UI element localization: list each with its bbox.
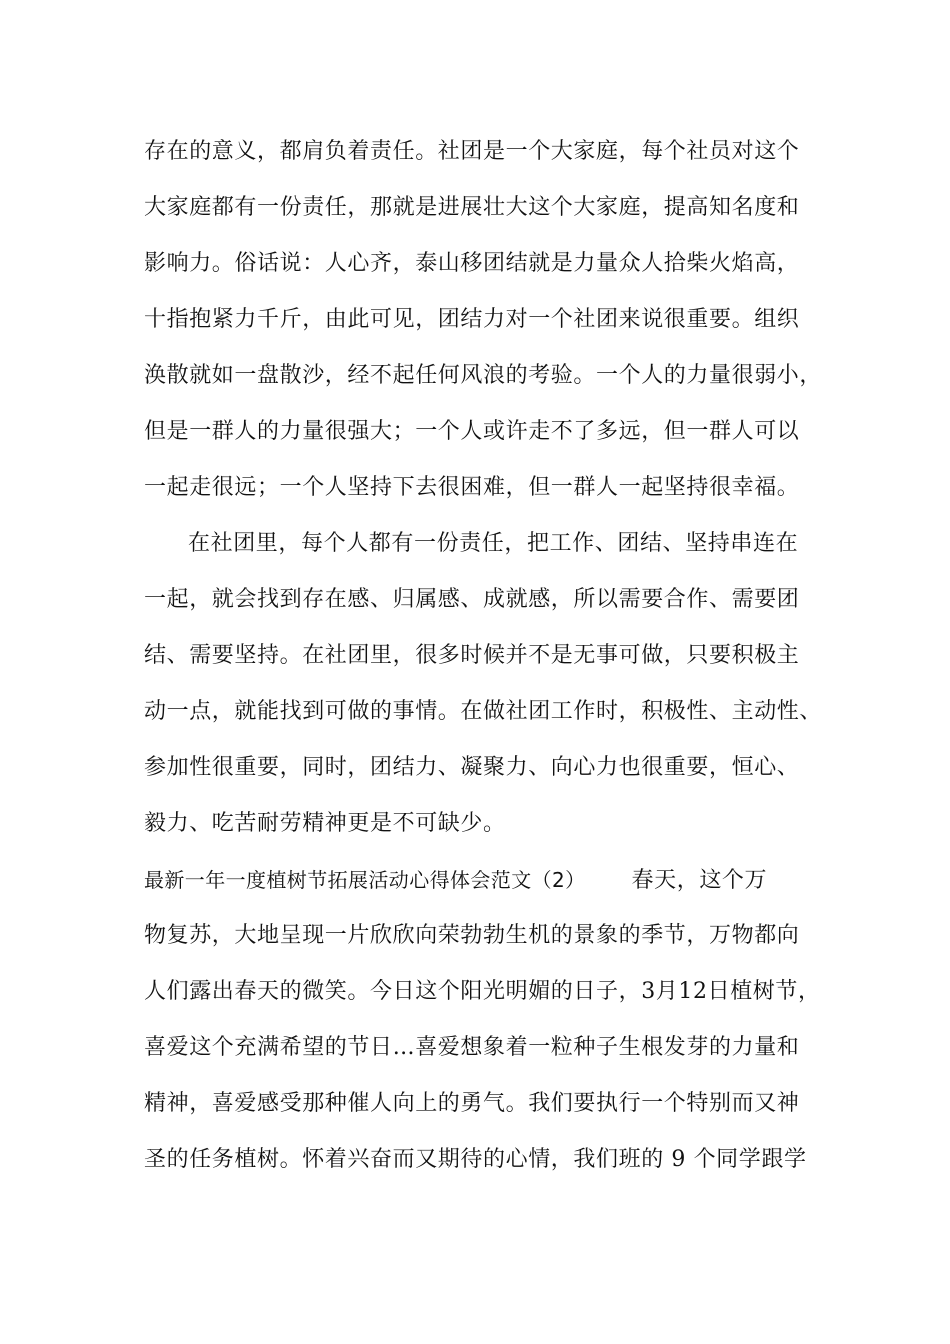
paragraph-line-1: 存在的意义，都肩负着责任。社团是一个大家庭，每个社员对这个 [144,139,800,164]
paragraph-line-18: 圣的任务植树。怀着兴奋而又期待的心情，我们班的 9 个同学跟学 [144,1147,807,1172]
paragraph-line-15: 人们露出春天的微笑。今日这个阳光明媚的日子，3月12日植树节， [144,979,821,1004]
section-heading: 最新一年一度植树节拓展活动心得体会范文（2） [144,868,586,892]
paragraph-line-5: 涣散就如一盘散沙，经不起任何风浪的考验。一个人的力量很弱小， [144,363,823,388]
paragraph-line-3: 影响力。俗话说：人心齐，泰山移团结就是力量众人拾柴火焰高， [144,251,800,276]
paragraph-line-14: 物复苏，大地呈现一片欣欣向荣勃勃生机的景象的季节，万物都向 [144,923,800,948]
paragraph-line-9: 一起，就会找到存在感、归属感、成就感，所以需要合作、需要团 [144,587,800,612]
paragraph-line-12: 参加性很重要，同时，团结力、凝聚力、向心力也很重要，恒心、 [144,755,800,780]
paragraph-line-8: 在社团里，每个人都有一份责任，把工作、团结、坚持串连在 [188,531,799,556]
paragraph-line-6: 但是一群人的力量很强大；一个人或许走不了多远，但一群人可以 [144,419,800,444]
paragraph-line-2: 大家庭都有一份责任，那就是进展壮大这个大家庭，提高知名度和 [144,195,800,220]
paragraph-line-10: 结、需要坚持。在社团里，很多时候并不是无事可做，只要积极主 [144,643,800,668]
paragraph-line-4: 十指抱紧力千斤，由此可见，团结力对一个社团来说很重要。组织 [144,307,800,332]
paragraph-line-13: 毅力、吃苦耐劳精神更是不可缺少。 [144,811,506,836]
paragraph-line-11: 动一点，就能找到可做的事情。在做社团工作时，积极性、主动性、 [144,699,823,724]
heading-line [144,865,767,896]
paragraph-line-16: 喜爱这个充满希望的节日…喜爱想象着一粒种子生根发芽的力量和 [144,1035,800,1060]
paragraph-line-7: 一起走很远；一个人坚持下去很困难，但一群人一起坚持很幸福。 [144,475,800,500]
paragraph-line-17: 精神，喜爱感受那种催人向上的勇气。我们要执行一个特别而又神 [144,1091,800,1116]
heading-continuation: 春天，这个万 [631,868,768,893]
